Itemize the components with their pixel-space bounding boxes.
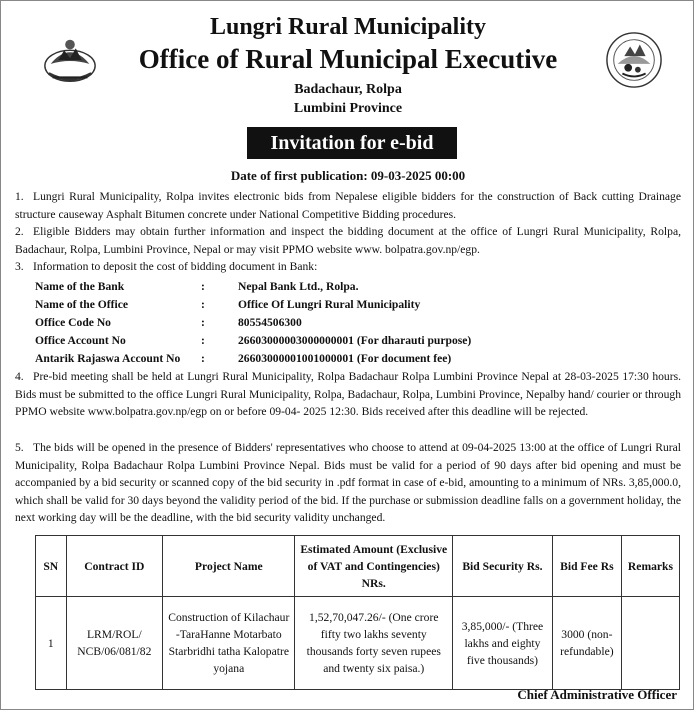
cell-estimated-amount: 1,52,70,047.26/- (One crore fifty two lakhs seventy thousands forty seven rupees and twenty six paisa.) — [295, 597, 453, 690]
bank-info-label: Name of the Bank — [35, 280, 125, 293]
bank-info-label: Antarik Rajaswa Account No — [35, 352, 181, 365]
bank-info-row — [35, 296, 471, 314]
header-bid-security: Bid Security Rs. — [453, 536, 553, 597]
cell-sn: 1 — [36, 597, 67, 690]
cell-remarks — [621, 597, 679, 690]
paragraph-number: 2. — [15, 225, 24, 238]
bid-table — [35, 535, 680, 690]
bank-info-value: 80554506300 — [238, 316, 302, 329]
paragraph-3 — [15, 258, 681, 276]
bank-info-separator: : — [201, 298, 205, 311]
header-bid-fee: Bid Fee Rs — [552, 536, 621, 597]
bank-info-value: Office Of Lungri Rural Municipality — [238, 298, 421, 311]
bank-info-label: Name of the Office — [35, 298, 129, 311]
notice-title-banner: Invitation for e-bid — [247, 127, 457, 159]
paragraph-text: The bids will be opened in the presence of Bidders' representatives who choose to attend at 09-04-2025 13:00 at the office of Lungri Rural Municipality, Rolpa Badachaur Rolpa Lumbini Province Nepal. Bids must be valid for a period of 90 days after bid opening and must be accompanied by a bid security or scanned copy of the bid security in .pdf format in case of e-bid, amounting to a minimum of NRs. 3,85,000.0, which shall be valid for 30 days beyond the validity period of the bid. If the purchase or submission deadline falls on a government holiday, the next working day will be the deadline, with the bid security validity unchanged. — [15, 441, 681, 524]
paragraph-2 — [15, 223, 681, 258]
paragraph-number: 1. — [15, 190, 24, 203]
bank-info-value: Nepal Bank Ltd., Rolpa. — [238, 280, 359, 293]
bank-info-separator: : — [201, 334, 205, 347]
paragraph-text: Pre-bid meeting shall be held at Lungri Rural Municipality, Rolpa Badachaur Rolpa Lumbini Province Nepal at 28-03-2025 17:30 hours. Bids must be submitted to the office Lungri Rural Municipality, Rolpa, Badachaur, Rolpa, Lumbini Province, Nepalby hand/ courier or through PPMO website www.bolpatra.gov.np/egp on or before 09-04- 2025 12:30. Bids received after this deadline will be rejected. — [15, 370, 681, 418]
municipality-name: Lungri Rural Municipality — [209, 14, 487, 40]
office-name: Office of Rural Municipal Executive — [138, 44, 558, 74]
paragraph-text: Information to deposit the cost of bidding document in Bank: — [33, 260, 318, 273]
paragraph-text: Eligible Bidders may obtain further information and inspect the bidding document at the office of Lungri Rural Municipality, Rolpa, Badachaur, Rolpa, Lumbini Province, Nepal or may visit PPMO website www. bolpatra.gov.np/egp. — [15, 225, 681, 256]
header-estimated-amount: Estimated Amount (Exclusive of VAT and Contingencies) NRs. — [295, 536, 453, 597]
paragraph-number: 5. — [15, 441, 24, 454]
publication-date: Date of first publication: 09-03-2025 00:00 — [230, 168, 466, 183]
header-project-name: Project Name — [163, 536, 295, 597]
bank-info-row — [35, 332, 471, 350]
table-header-row — [36, 536, 680, 597]
table-row — [36, 597, 680, 690]
bank-info — [35, 278, 471, 368]
bank-info-label: Office Code No — [35, 316, 111, 329]
signature-title: Chief Administrative Officer — [517, 687, 677, 702]
paragraph-number: 4. — [15, 370, 24, 383]
address-line-1: Badachaur, Rolpa — [294, 82, 402, 97]
paragraph-5 — [15, 439, 681, 527]
paragraph-4 — [15, 368, 681, 421]
paragraph-text: Lungri Rural Municipality, Rolpa invites electronic bids from Nepalese eligible bidders for the construction of Back cutting Drainage structure causeway Asphalt Bitumen concrete under National Competitive Bidding procedures. — [15, 190, 681, 221]
cell-bid-security: 3,85,000/- (Three lakhs and eighty five thousands) — [453, 597, 553, 690]
header-remarks: Remarks — [621, 536, 679, 597]
cell-project-name: Construction of Kilachaur -TaraHanne Motarbato Starbridhi tatha Kalopatre yojana — [163, 597, 295, 690]
bank-info-row — [35, 278, 471, 296]
bank-info-row — [35, 314, 471, 332]
cell-bid-fee: 3000 (non-refundable) — [552, 597, 621, 690]
bank-info-separator: : — [201, 352, 205, 365]
bank-info-label: Office Account No — [35, 334, 126, 347]
paragraph-1 — [15, 188, 681, 223]
bank-info-separator: : — [201, 280, 205, 293]
header-contract-id: Contract ID — [66, 536, 163, 597]
bank-info-value: 26603000001001000001 (For document fee) — [238, 352, 452, 365]
paragraph-number: 3. — [15, 260, 24, 273]
bank-info-row — [35, 350, 471, 368]
bank-info-value: 26603000003000000001 (For dharauti purpose) — [238, 334, 472, 347]
bank-info-separator: : — [201, 316, 205, 329]
cell-contract-id: LRM/ROL/ NCB/06/081/82 — [66, 597, 163, 690]
address-line-2: Lumbini Province — [293, 101, 403, 116]
header-sn: SN — [36, 536, 67, 597]
